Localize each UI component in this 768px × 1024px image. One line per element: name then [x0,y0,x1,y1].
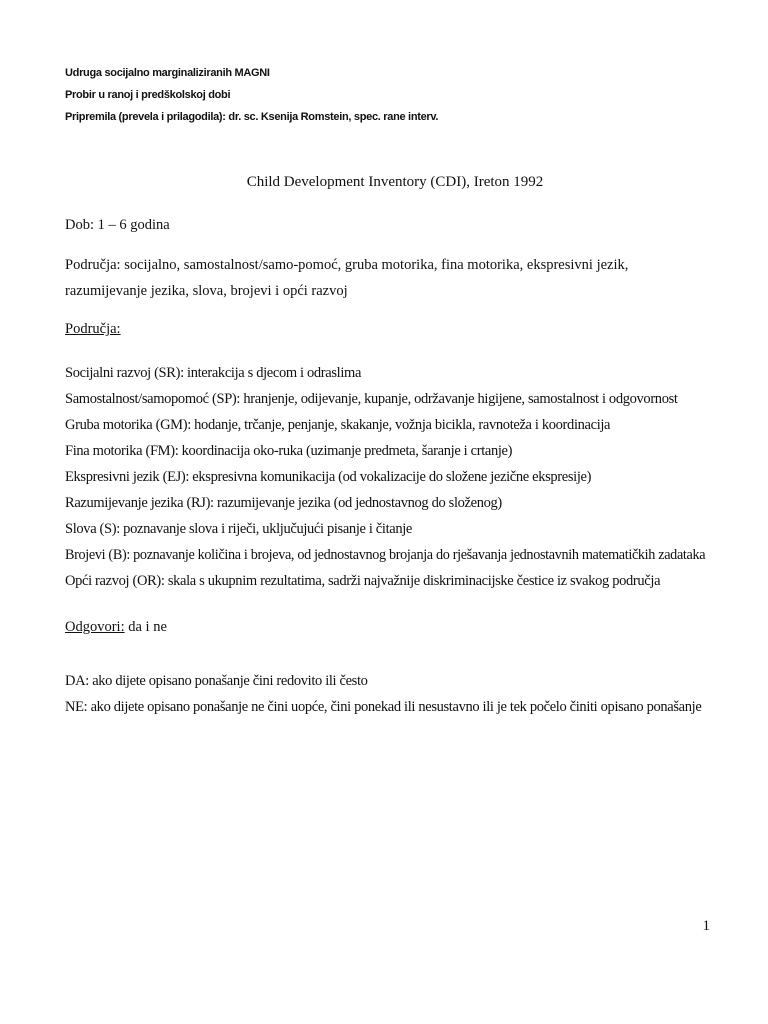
definition-no: NE: ako dijete opisano ponašanje ne čini uopće, čini ponekad ili nesustavno ili je tek počelo činiti opisano ponašanje [65,699,702,715]
header-author: Pripremila (prevela i prilagodila): dr. sc. Ksenija Romstein, spec. rane interv. [65,111,439,123]
area-item-fine-motor: Fina motorika (FM): koordinacija oko-ruka (uzimanje predmeta, šaranje i crtanje) [65,443,513,459]
area-item-expressive-language: Ekspresivni jezik (EJ): ekspresivna komunikacija (od vokalizacije do složene jezične ekspresije) [65,469,592,485]
area-item-language-comprehension: Razumijevanje jezika (RJ): razumijevanje jezika (od jednostavnog do složenog) [65,495,502,511]
areas-list [65,360,705,594]
areas-summary: Područja: socijalno, samostalnost/samo-pomoć, gruba motorika, fina motorika, ekspresivni jezik, razumijevanje jezika, slova, brojevi i opći razvoj [65,257,629,299]
header-subtitle: Probir u ranoj i predškolskoj dobi [65,89,231,101]
header-organization: Udruga socijalno marginaliziranih MAGNI [65,67,270,79]
answers-label: Odgovori: [65,619,125,635]
answers-line [65,614,705,640]
age-range: Dob: 1 – 6 godina [65,217,170,233]
document-body [65,170,705,720]
area-item-gross-motor: Gruba motorika (GM): hodanje, trčanje, penjanje, skakanje, vožnja bicikla, ravnoteža i koordinacija [65,417,611,433]
answer-definitions [65,668,705,720]
area-item-social: Socijalni razvoj (SR): interakcija s djecom i odraslima [65,365,362,381]
area-item-numbers: Brojevi (B): poznavanje količina i brojeva, od jednostavnog brojanja do rješavanja jednostavnih matematičkih zadataka [65,547,706,563]
document-header [65,62,705,128]
area-item-letters: Slova (S): poznavanje slova i riječi, uključujući pisanje i čitanje [65,521,413,537]
area-item-general-development: Opći razvoj (OR): skala s ukupnim rezultatima, sadrži najvažnije diskriminacijske čestice iz svakog područja [65,573,661,589]
areas-heading: Područja: [65,321,121,337]
page-number: 1 [702,918,710,934]
definition-yes: DA: ako dijete opisano ponašanje čini redovito ili često [65,673,368,689]
area-item-self-help: Samostalnost/samopomoć (SP): hranjenje, odijevanje, kupanje, održavanje higijene, samostalnost i odgovornost [65,391,678,407]
answers-value: da i ne [124,619,167,635]
document-title: Child Development Inventory (CDI), Ireton 1992 [246,174,544,190]
